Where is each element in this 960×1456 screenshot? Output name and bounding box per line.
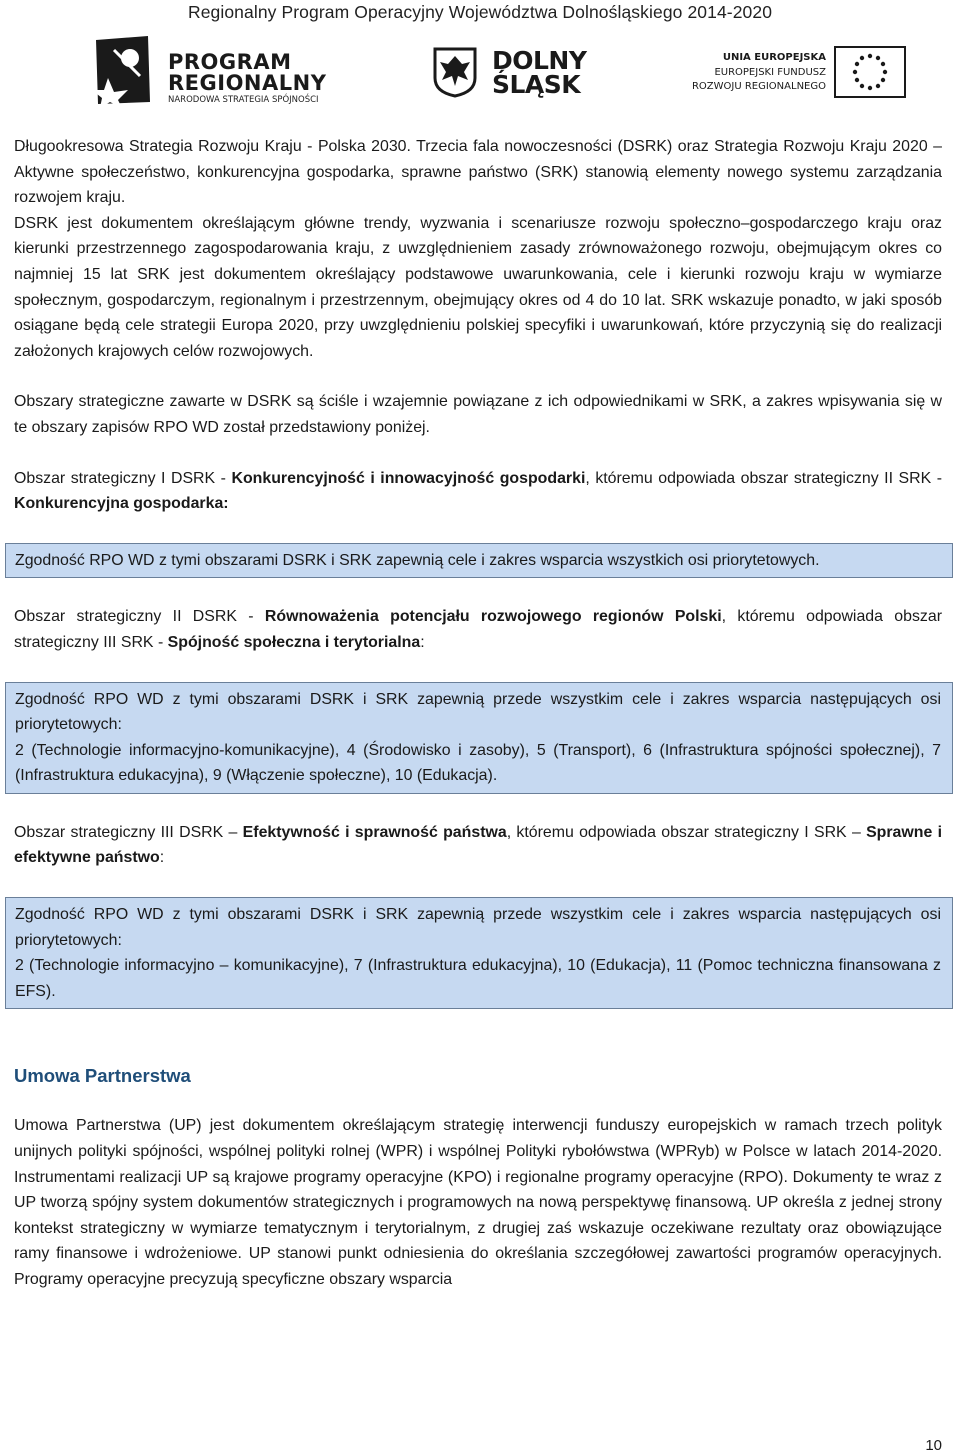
dolny-line-2: ŚLĄSK	[492, 70, 581, 99]
eu-line-3: ROZWOJU REGIONALNEGO	[691, 81, 826, 92]
program-line-2: REGIONALNY	[168, 71, 327, 95]
srk-text: SRK wskazuje ponadto, w jaki sposób osiągane będą cele strategii Europa 2020, przy uwzględnieniu polskiej specyfiki i uwarunkowań, które przyczynią się do realizacji założonych krajowych celów rozwojowych.	[14, 291, 942, 360]
strategic-area-1: Obszar strategiczny I DSRK - Konkurencyjność i innowacyjność gospodarki, któremu odpowiada obszar strategiczny II SRK - Konkurencyjna gospodarka:	[14, 469, 942, 513]
strategic-area-2: Obszar strategiczny II DSRK - Równoważenia potencjału rozwojowego regionów Polski, któremu odpowiada obszar strategiczny III SRK - Spójność społeczna i terytorialna:	[14, 608, 942, 651]
compliance-text-2a: Zgodność RPO WD z tymi obszarami DSRK i SRK zapewnią przede wszystkim cele i zakres wsparcia następujących osi priorytetowych:	[15, 690, 941, 734]
section-heading: Umowa Partnerstwa	[14, 1065, 191, 1087]
program-regionalny-logo	[88, 32, 368, 108]
eu-logo	[676, 46, 916, 102]
dolny-line-1: DOLNY	[492, 46, 587, 75]
compliance-box-3	[5, 897, 953, 1009]
document-body	[14, 134, 942, 1293]
compliance-box-2	[5, 682, 953, 794]
dsrk-paragraph	[14, 211, 942, 365]
eu-line-2: EUROPEJSKI FUNDUSZ	[714, 67, 826, 78]
compliance-text-3a: Zgodność RPO WD z tymi obszarami DSRK i SRK zapewnią przede wszystkim cele i zakres wsparcia następujących osi priorytetowych:	[15, 906, 941, 949]
page-number: 10	[925, 1437, 942, 1454]
eu-line-1: UNIA EUROPEJSKA	[722, 52, 826, 63]
eagle-crest-icon	[432, 46, 478, 98]
program-line-3: NARODOWA STRATEGIA SPÓJNOŚCI	[168, 95, 319, 105]
compliance-text-2b: 2 (Technologie informacyjno-komunikacyjne), 4 (Środowisko i zasoby), 5 (Transport), 6 (Infrastruktura spójności społecznej), 7 (Infrastruktura edukacyjna), 9 (Włączenie społeczne), 10 (Edukacja).	[15, 741, 941, 785]
compliance-text-3b: 2 (Technologie informacyjno – komunikacyjne), 7 (Infrastruktura edukacyjna), 10 (Edukacja), 11 (Pomoc techniczna finansowana z EFS).	[15, 957, 941, 1000]
strategic-area-3: Obszar strategiczny III DSRK – Efektywność i sprawność państwa, któremu odpowiada obszar strategiczny I SRK – Sprawne i efektywne państwo:	[14, 823, 942, 867]
eu-flag-icon	[834, 46, 906, 98]
running-header: Regionalny Program Operacyjny Województwa Dolnośląskiego 2014-2020	[187, 2, 773, 22]
dolny-slask-logo	[432, 46, 612, 102]
compliance-text-1: Zgodność RPO WD z tymi obszarami DSRK i SRK zapewnią cele i zakres wsparcia wszystkich osi priorytetowych.	[15, 551, 820, 569]
star-emblem-icon	[88, 32, 158, 108]
logo-bar	[0, 30, 960, 110]
partnership-paragraph: Umowa Partnerstwa (UP) jest dokumentem określającym strategię interwencji funduszy europejskich w ramach trzech polityk unijnych polityki spójności, wspólnej polityki rolnej (WPR) i wspólnej Polityki rybołówstwa (WPRyb) w Polsce w latach 2014-2020. Instrumentami realizacji UP są krajowe programy operacyjne (KPO) i regionalne programy operacyjne (RPO). Dokumenty te wraz z UP tworzą spójny system dokumentów strategicznych i programowych na nową perspektywę finansową. UP określa z jednej strony kontekst strategiczny w wymiarze tematycznym i terytorialnym, z drugiej zaś wskazuje oczekiwane rezultaty oraz obowiązujące ramy finansowe i wdrożeniowe. UP stanowi punkt odniesienia do określania szczegółowej zawartości programów operacyjnych. Programy operacyjne precyzują specyficzne obszary wsparcia	[14, 1117, 942, 1288]
program-line-1: PROGRAM	[168, 50, 292, 74]
dsrk-text: DSRK jest dokumentem określającym główne trendy, wyzwania i scenariusze rozwoju społeczno–gospodarczego kraju oraz kierunki przestrzennego zagospodarowania kraju, z uwzględnieniem zasady zrównoważonego rozwoju, obejmującym okres co najmniej 15 lat SRK jest dokumentem określający podstawowe uwarunkowania, cele i kierunki rozwoju kraju w wymiarze społecznym, gospodarczym, regionalnym i przestrzennym, obejmujący okres od 4 do 10 lat.	[14, 214, 942, 309]
areas-paragraph: Obszary strategiczne zawarte w DSRK są ściśle i wzajemnie powiązane z ich odpowiednikami w SRK, a zakres wpisywania się w te obszary zapisów RPO WD został przedstawiony poniżej.	[14, 393, 942, 436]
intro-paragraph: Długookresowa Strategia Rozwoju Kraju - Polska 2030. Trzecia fala nowoczesności (DSRK) oraz Strategia Rozwoju Kraju 2020 – Aktywne społeczeństwo, konkurencyjna gospodarka, sprawne państwo (SRK) stanowią elementy nowego systemu zarządzania rozwojem kraju.	[14, 138, 942, 207]
compliance-box-1	[5, 543, 953, 579]
